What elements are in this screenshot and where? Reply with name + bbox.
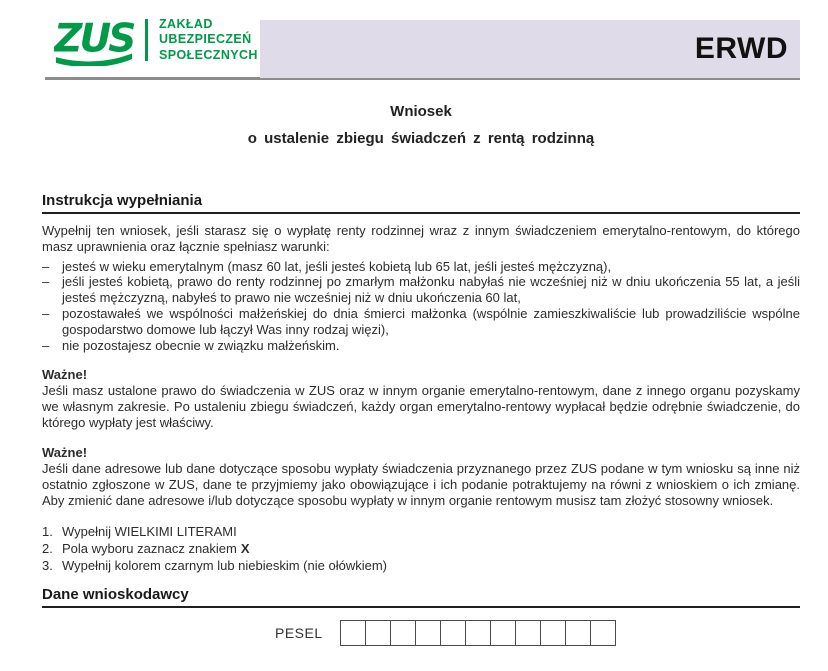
form-title [42, 98, 800, 152]
pesel-cell-5[interactable] [440, 620, 466, 646]
pesel-label: PESEL [275, 624, 323, 641]
dash-bullet: – [42, 274, 50, 290]
form-header [42, 0, 800, 77]
form-code: ERWD [694, 32, 788, 65]
important-note-1-label: Ważne! [42, 367, 88, 383]
conditions-list [42, 259, 800, 354]
important-note-2-label: Ważne! [42, 445, 88, 461]
important-note-1-text: Jeśli masz ustalone prawo do świadczenia w ZUS oraz w innym organie emerytalno-rentowym, dane z innego organu pozyskamy we własnym zakresie. Po ustaleniu zbiegu świadczeń, każdy organ emerytalno-rentowy wypłacał będzie odrębnie świadczenie, do którego wypłaty jest właściwy. [42, 383, 800, 431]
fill-rules-list [42, 523, 800, 574]
applicant-section [42, 586, 800, 646]
zus-logo-letters: ZUS [54, 16, 134, 62]
dash-bullet: – [42, 305, 50, 321]
dash-bullet: – [42, 258, 50, 274]
fill-rule-item [42, 557, 800, 574]
form-title-line1: Wniosek [390, 103, 452, 120]
pesel-cell-7[interactable] [490, 620, 516, 646]
instructions-intro: Wypełnij ten wniosek, jeśli starasz się o wypłatę renty rodzinnej wraz z innym świadczeniem emerytalno-rentowym, do którego masz uprawnienia oraz łącznie spełniasz warunki: [42, 223, 800, 254]
rule-bold-text: X [240, 540, 250, 556]
pesel-cell-2[interactable] [365, 620, 391, 646]
pesel-cell-11[interactable] [590, 620, 616, 646]
dash-bullet: – [42, 337, 50, 353]
pesel-cell-10[interactable] [565, 620, 591, 646]
logo-separator [145, 19, 148, 61]
form-title-line2: o ustalenie zbiegu świadczeń z rentą rodzinną [247, 130, 595, 147]
fill-rule-item [42, 523, 800, 540]
rule-number: 2. [42, 540, 53, 556]
important-note-2-text: Jeśli dane adresowe lub dane dotyczące sposobu wypłaty świadczenia przyznanego przez ZUS podane w tym wniosku są inne niż ostatnio zgłoszone w ZUS, dane te przyjmiemy jako obowiązujące i ich podanie potraktujemy na równi z wnioskiem o ich zmianę. Aby zmienić dane adresowe i/lub dotyczące sposobu wypłaty w innym organie rentowym musisz tam złożyć stosowny wniosek. [42, 461, 800, 508]
fill-rule-item [42, 540, 800, 557]
rule-number: 3. [42, 557, 53, 573]
zus-logo [54, 14, 258, 66]
instructions-heading: Instrukcja wypełniania [42, 192, 800, 214]
zus-org-name [159, 17, 258, 64]
pesel-cell-9[interactable] [540, 620, 566, 646]
pesel-cell-4[interactable] [415, 620, 441, 646]
org-name-line: UBEZPIECZEŃ [159, 32, 252, 47]
condition-text: nie pozostajesz obecnie w związku małżeńskim. [62, 337, 340, 353]
pesel-boxes [340, 620, 616, 646]
pesel-cell-8[interactable] [515, 620, 541, 646]
condition-item [42, 274, 800, 306]
rule-text: Wypełnij kolorem czarnym lub niebieskim (nie ołówkiem) [62, 557, 387, 573]
applicant-heading: Dane wnioskodawcy [42, 586, 800, 608]
instructions-section [42, 192, 800, 574]
org-name-line: ZAKŁAD [159, 16, 213, 31]
rule-number: 1. [42, 523, 53, 539]
pesel-field [42, 620, 800, 646]
condition-text: pozostawałeś we wspólności małżeńskiej do dnia śmierci małżonka (wspólnie zamieszkiwaliście lub prowadziliście wspólne gospodarstwo domowe lub łączył Was inny rodzaj więzi), [62, 305, 800, 337]
org-name-line: SPOŁECZNYCH [159, 47, 258, 62]
pesel-cell-6[interactable] [465, 620, 491, 646]
pesel-cell-1[interactable] [340, 620, 366, 646]
rule-text: Wypełnij WIELKIMI LITERAMI [62, 523, 237, 539]
condition-item [42, 338, 800, 354]
pesel-cell-3[interactable] [390, 620, 416, 646]
form-code-box [260, 20, 800, 78]
condition-item [42, 306, 800, 338]
zus-logo-icon [54, 14, 134, 66]
condition-item [42, 259, 800, 275]
condition-text: jeśli jesteś kobietą, prawo do renty rodzinnej po zmarłym małżonku nabyłaś nie wcześniej niż w dniu ukończenia 55 lat, a jeśli jesteś mężczyzną, nabyłeś to prawo nie wcześniej niż w dniu ukończenia 60 lat, [62, 274, 800, 306]
rule-text: Pola wyboru zaznacz znakiem [62, 540, 237, 556]
condition-text: jesteś w wieku emerytalnym (masz 60 lat, jeśli jesteś kobietą lub 65 lat, jeśli jesteś mężczyzną), [62, 258, 612, 274]
